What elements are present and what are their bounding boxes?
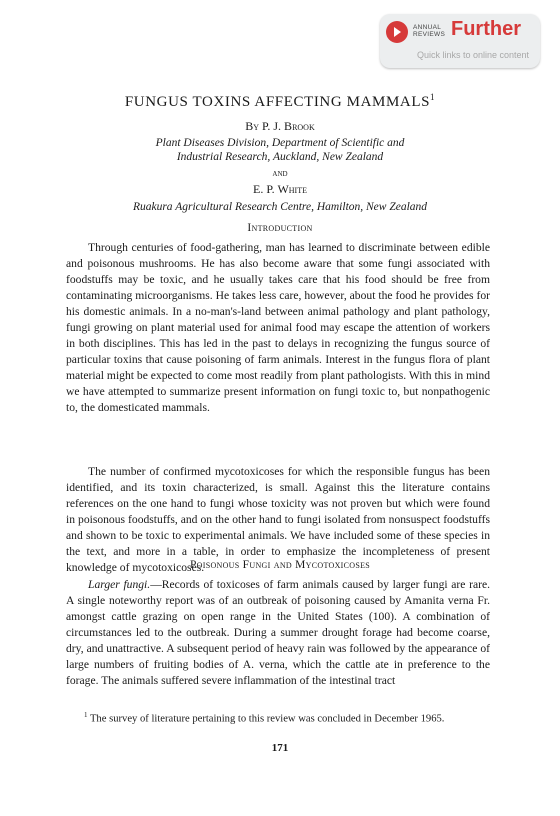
paragraph-2: The number of confirmed mycotoxicoses for which the responsible fungus has been identified, and its toxin characterized, is small. Against this the literature contains references on the one hand to fungi whose toxicity was not proven but which were found in poisonous foodstuffs, and on the other hand to fungi isolated from nonsuspect foodstuffs and shown to be toxic to experimental animals. We have included some of these species in the text, and more in a table, in order to emphasize the incompleteness of present knowledge of mycotoxicoses. [66, 465, 490, 574]
and-separator: and [272, 168, 288, 179]
affiliation-1: Plant Diseases Division, Department of Scientific and Industrial Research, Auckland, New Zealand [155, 137, 405, 163]
author-2: E. P. White [253, 182, 307, 196]
play-arrow-icon [386, 21, 408, 43]
further-brand: Further [451, 18, 521, 40]
footnote-mark: 1 [84, 711, 88, 719]
page-number: 171 [271, 742, 289, 754]
annual-reviews-further-badge[interactable] [380, 14, 540, 68]
section-heading-introduction: Introduction [247, 222, 313, 234]
article-title: FUNGUS TOXINS AFFECTING MAMMALS$^1$ [124, 92, 436, 110]
paragraph-3: Larger fungi.—Records of toxicoses of farm animals caused by larger fungi are rare. A single noteworthy report was of an outbreak of poisoning caused by Amanita verna Fr. amongst cattle grazing on open range in the United States (100). A combination of circumstances led to the outbreak. During a summer drought forage had become coarse, dry, and unattractive. A subsequent period of heavy rain was followed by the appearance of large numbers of fruiting bodies of A. verna, which the cattle ate in preference to the forage. The animals suffered severe inflammation of the intestinal tract [66, 578, 490, 687]
section-heading-poisonous-fungi: Poisonous Fungi and Mycotoxicoses [189, 559, 371, 571]
affiliation-2: Ruakura Agricultural Research Centre, Hamilton, New Zealand [132, 201, 428, 213]
author-1: By P. J. Brook [245, 119, 315, 133]
footnote: $^1$ The survey of literature pertaining to this review was concluded in December 1965. [84, 711, 445, 725]
annual-reviews-logo-text: ANNUAL REVIEWS [413, 24, 446, 38]
paragraph-3-lead: Larger fungi. [88, 578, 151, 591]
title-footnote-mark: 1 [430, 92, 436, 102]
quick-links-tagline: Quick links to online content [417, 50, 530, 60]
paragraph-1: Through centuries of food-gathering, man has learned to discriminate between edible and poisonous mushrooms. He has also become aware that some fungi associated with foodstuffs may be toxic, and he usually takes care that his food should be free from contaminating microorganisms. He takes less care, however, about the food he provides for his domestic animals. In a no-man's-land between animal pathology and plant pathology, fungi growing on plant material used for animal food may escape the attention of workers in both disciplines. This has led in the past to delays in recognizing the fungus source of particular toxins that cause poisoning of farm animals. Interest in the fungus flora of plant material might be expected to come most readily from plant pathologists. With this in mind we have attempted to summarize present information on fungi toxic to, but nonpathogenic to, the domesticated mammals. [66, 241, 490, 414]
